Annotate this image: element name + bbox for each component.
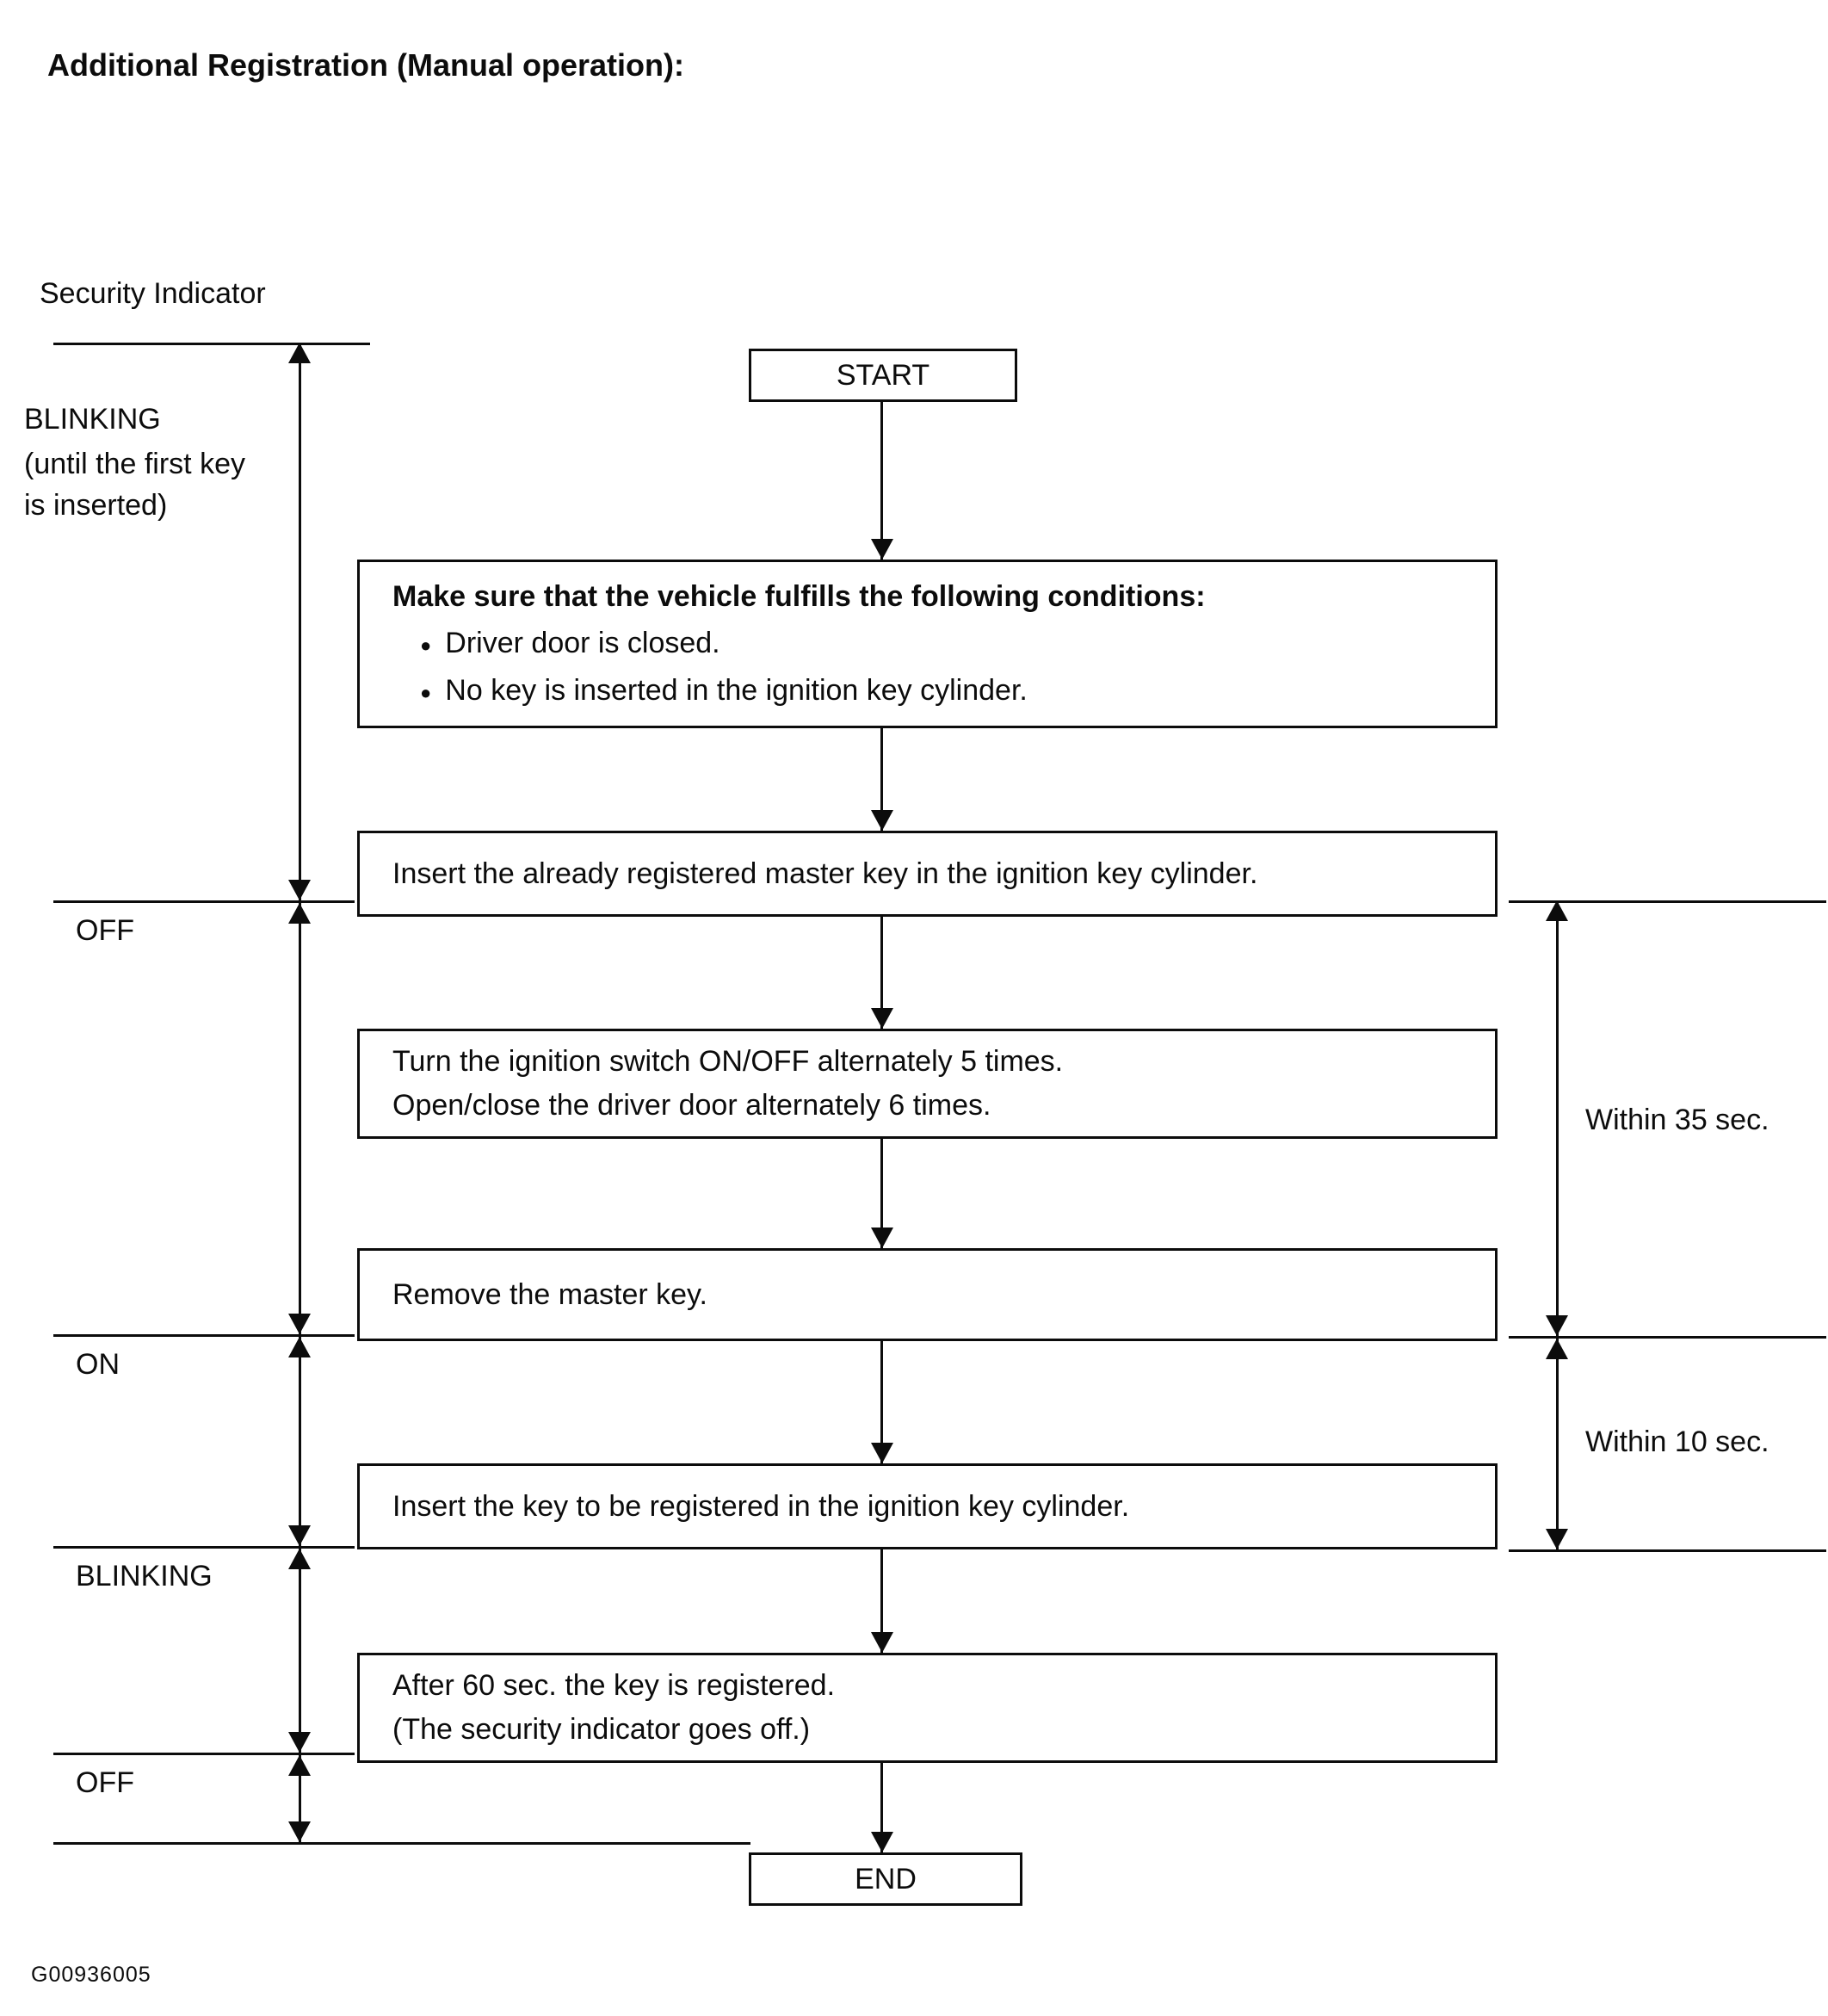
arrowhead-down-icon [871, 1228, 893, 1248]
arrowhead-down-icon [871, 539, 893, 560]
state-off-2: OFF [76, 1766, 134, 1799]
arrowhead-up-icon [288, 1549, 311, 1569]
arrowhead-down-icon [1546, 1315, 1568, 1336]
timer-label-10-sec: Within 10 sec. [1585, 1425, 1769, 1458]
state-off-1: OFF [76, 914, 134, 947]
arrowhead-down-icon [871, 1632, 893, 1653]
step-text-line-1: After 60 sec. the key is registered. [392, 1669, 836, 1702]
flow-connector [880, 400, 883, 560]
security-indicator-label: Security Indicator [40, 277, 266, 310]
arrowhead-up-icon [1546, 1339, 1568, 1359]
arrowhead-up-icon [1546, 900, 1568, 921]
condition-text: Driver door is closed. [445, 626, 720, 659]
step-text-line-2: (The security indicator goes off.) [392, 1713, 811, 1746]
step-box-conditions [357, 560, 1498, 728]
step-box-insert-new-key [357, 1463, 1498, 1549]
step-box-insert-master-key [357, 831, 1498, 917]
arrowhead-down-icon [871, 1443, 893, 1463]
arrowhead-down-icon [288, 880, 311, 900]
arrowhead-up-icon [288, 343, 311, 363]
arrowhead-down-icon [288, 1314, 311, 1334]
start-label: START [836, 358, 930, 392]
arrowhead-down-icon [1546, 1529, 1568, 1549]
timer-axis [1556, 900, 1559, 1552]
state-note-line-2: is inserted) [24, 489, 168, 523]
state-line-bottom [53, 1842, 750, 1845]
arrowhead-down-icon [871, 1008, 893, 1029]
condition-item [392, 673, 1474, 708]
step-text-line-1: Turn the ignition switch ON/OFF alternately 5 times. [392, 1045, 1064, 1078]
bullet-icon: ● [420, 681, 432, 703]
step-text-line-2: Open/close the driver door alternately 6 times. [392, 1089, 991, 1122]
page-title: Additional Registration (Manual operation): [47, 47, 684, 83]
arrowhead-down-icon [288, 1821, 311, 1842]
state-on: ON [76, 1348, 120, 1381]
step-text: Insert the already registered master key in the ignition key cylinder. [392, 856, 1258, 890]
arrowhead-up-icon [288, 1755, 311, 1776]
arrowhead-up-icon [288, 1337, 311, 1357]
step-box-remove-master-key [357, 1248, 1498, 1341]
state-line-top [53, 343, 370, 345]
condition-text: No key is inserted in the ignition key cylinder. [445, 673, 1028, 707]
state-note-line-1: (until the first key [24, 448, 245, 480]
step-box-ignition-cycles [357, 1029, 1498, 1139]
end-label: END [855, 1862, 917, 1895]
state-label: BLINKING [24, 403, 161, 436]
state-blinking-1 [24, 403, 245, 527]
step-box-registration-complete [357, 1653, 1498, 1763]
arrowhead-down-icon [288, 1525, 311, 1546]
timer-label-35-sec: Within 35 sec. [1585, 1104, 1769, 1136]
arrowhead-up-icon [288, 903, 311, 924]
state-blinking-2: BLINKING [76, 1560, 213, 1592]
end-node [749, 1852, 1022, 1906]
start-node [749, 349, 1017, 402]
step-text: Insert the key to be registered in the ignition key cylinder. [392, 1489, 1130, 1523]
bullet-icon: ● [420, 634, 432, 656]
conditions-heading: Make sure that the vehicle fulfills the following conditions: [392, 579, 1206, 613]
indicator-timeline-axis [299, 343, 301, 1845]
step-text: Remove the master key. [392, 1277, 707, 1311]
arrowhead-down-icon [871, 810, 893, 831]
arrowhead-down-icon [288, 1732, 311, 1753]
arrowhead-down-icon [871, 1832, 893, 1852]
figure-code: G00936005 [31, 1963, 151, 1987]
condition-item [392, 626, 1474, 661]
